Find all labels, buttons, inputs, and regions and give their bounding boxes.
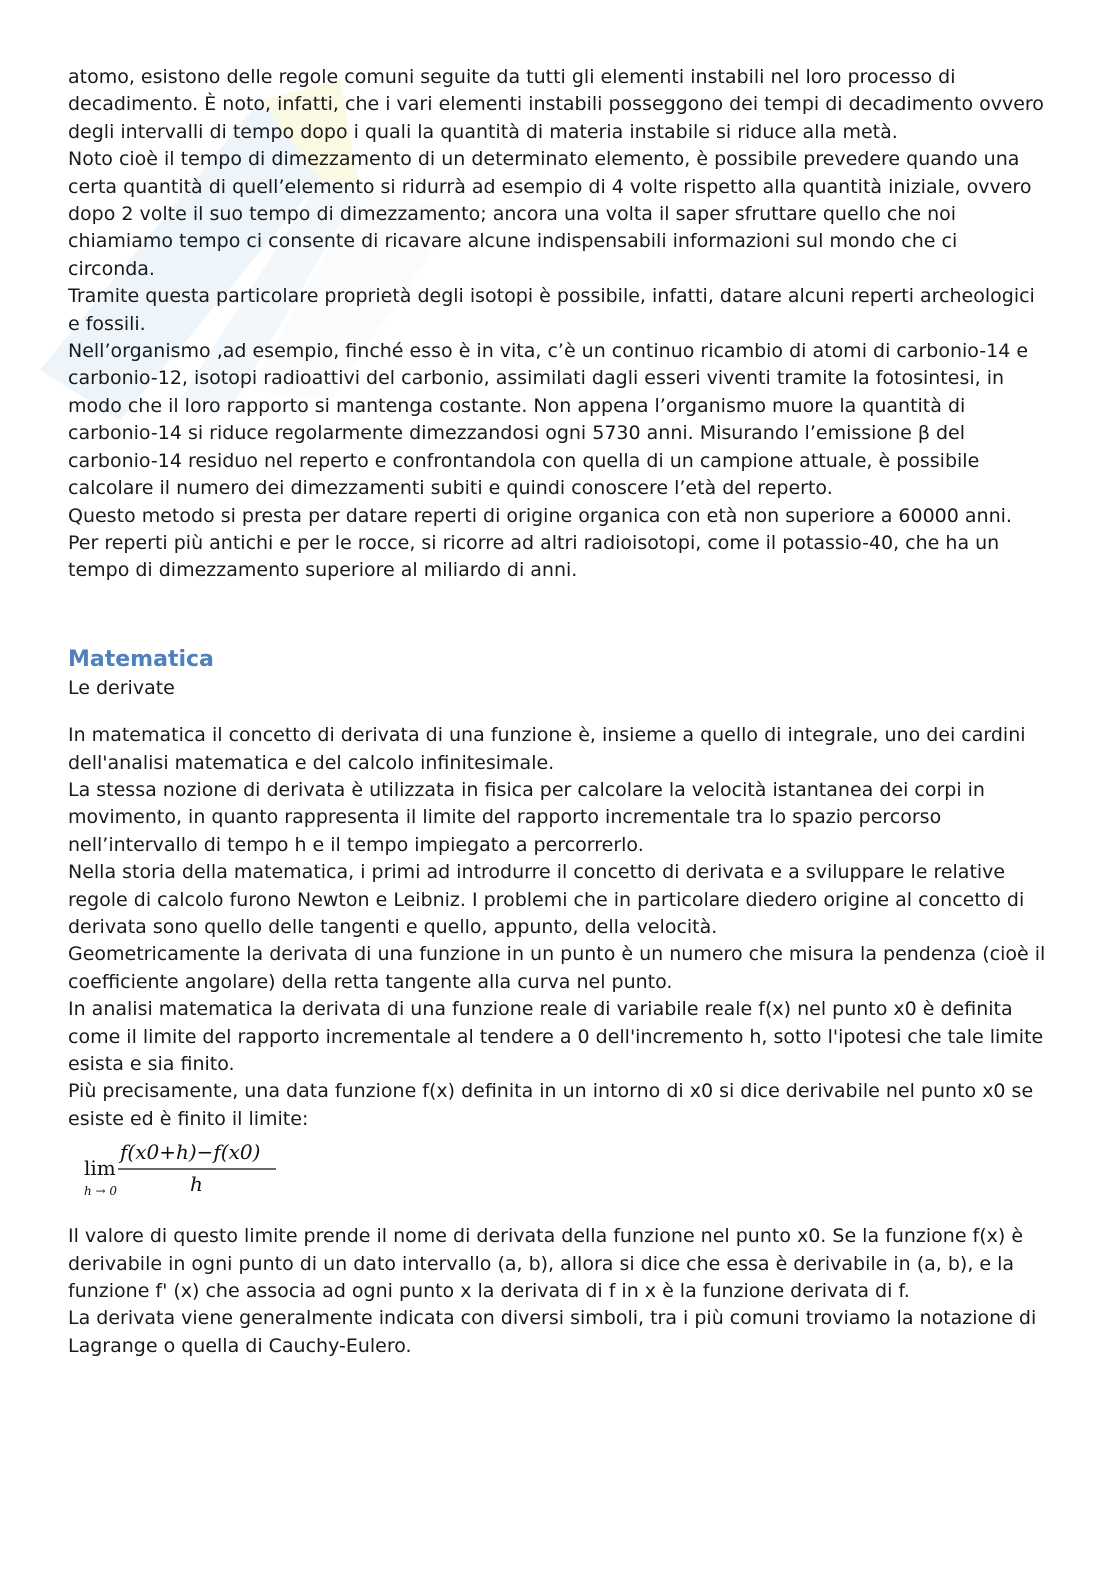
section-mathematics: [68, 645, 1048, 1361]
paragraph: Noto cioè il tempo di dimezzamento di un determinato elemento, è possibile prevedere quando una certa quantità di quell’elemento si ridurrà ad esempio di 4 volte rispetto alla quantità iniziale, ovvero dopo 2 volte il suo tempo di dimezzamento; ancora una volta il saper sfruttare quello che noi chiamiamo tempo ci consente di ricavare alcune indispensabili informazioni sul mondo che ci circonda.: [68, 148, 1032, 280]
paragraph: Geometricamente la derivata di una funzione in un punto è un numero che misura la pendenza (cioè il coefficiente angolare) della retta tangente alla curva nel punto.: [68, 943, 1046, 993]
derivative-limit-formula: [82, 1141, 1048, 1201]
paragraph: La stessa nozione di derivata è utilizzata in fisica per calcolare la velocità istantanea dei corpi in movimento, in quanto rappresenta il limite del rapporto incrementale tra lo spazio percorso nell’intervallo di tempo h e il tempo impiegato a percorrerlo.: [68, 778, 985, 856]
paragraph: Nell’organismo ,ad esempio, finché esso è in vita, c’è un continuo ricambio di atomi di carbonio-14 e carbonio-12, isotopi radioattivi del carbonio, assimilati dagli esseri viventi tramite la fotosintesi, in modo che il loro rapporto si mantenga costante. Non appena l’organismo muore la quantità di carbonio-14 si riduce regolarmente dimezzandosi ogni 5730 anni. Misurando l’emissione β del carbonio-14 residuo nel reperto e confrontandola con quella di un campione attuale, è possibile calcolare il numero dei dimezzamenti subiti e quindi conoscere l’età del reperto.: [68, 340, 1029, 500]
paragraph: Nella storia della matematica, i primi ad introdurre il concetto di derivata e a sviluppare le relative regole di calcolo furono Newton e Leibniz. I problemi che in particolare diedero origine al concetto di derivata sono quello delle tangenti e quello, appunto, della velocità.: [68, 861, 1025, 938]
formula-lim-subscript: h → 0: [84, 1184, 118, 1199]
paragraph: atomo, esistono delle regole comuni seguite da tutti gli elementi instabili nel loro processo di decadimento. È noto, infatti, che i vari elementi instabili posseggono dei tempi di decadimento ovvero degli intervalli di tempo dopo i quali la quantità di materia instabile si riduce alla metà.: [68, 66, 1044, 143]
section-subtitle: Le derivate: [68, 676, 175, 699]
formula-numerator: f(x0+h)−f(x0): [120, 1141, 261, 1165]
paragraph: Questo metodo si presta per datare reperti di origine organica con età non superiore a 60000 anni. Per reperti più antichi e per le rocce, si ricorre ad altri radioisotopi, come il potassio-40, che ha un tempo di dimezzamento superiore al miliardo di anni.: [68, 504, 1012, 582]
paragraph: Tramite questa particolare proprietà degli isotopi è possibile, infatti, datare alcuni reperti archeologici e fossili.: [68, 285, 1035, 335]
formula-lim: lim: [84, 1156, 116, 1181]
document-page: [68, 64, 1048, 1360]
paragraph: La derivata viene generalmente indicata con diversi simboli, tra i più comuni troviamo la notazione di Lagrange o quella di Cauchy-Eulero.: [68, 1307, 1037, 1357]
paragraph: Il valore di questo limite prende il nome di derivata della funzione nel punto x0. Se la funzione f(x) è derivabile in ogni punto di un dato intervallo (a, b), allora si dice che essa è derivabile in (a, b), e la funzione f' (x) che associa ad ogni punto x la derivata di f in x è la funzione derivata di f.: [68, 1225, 1024, 1303]
section-physics: [68, 64, 1048, 585]
paragraph: In analisi matematica la derivata di una funzione reale di variabile reale f(x) nel punto x0 è definita come il limite del rapporto incrementale al tendere a 0 dell'incremento h, sotto l'ipotesi che tale limite esista e sia finito.: [68, 998, 1044, 1075]
paragraph: Più precisamente, una data funzione f(x) definita in un intorno di x0 si dice derivabile nel punto x0 se esiste ed è finito il limite:: [68, 1080, 1034, 1130]
section-heading: Matematica: [68, 646, 214, 672]
paragraph: In matematica il concetto di derivata di una funzione è, insieme a quello di integrale, uno dei cardini dell'analisi matematica e del calcolo infinitesimale.: [68, 724, 1026, 774]
formula-denominator: h: [190, 1172, 203, 1197]
